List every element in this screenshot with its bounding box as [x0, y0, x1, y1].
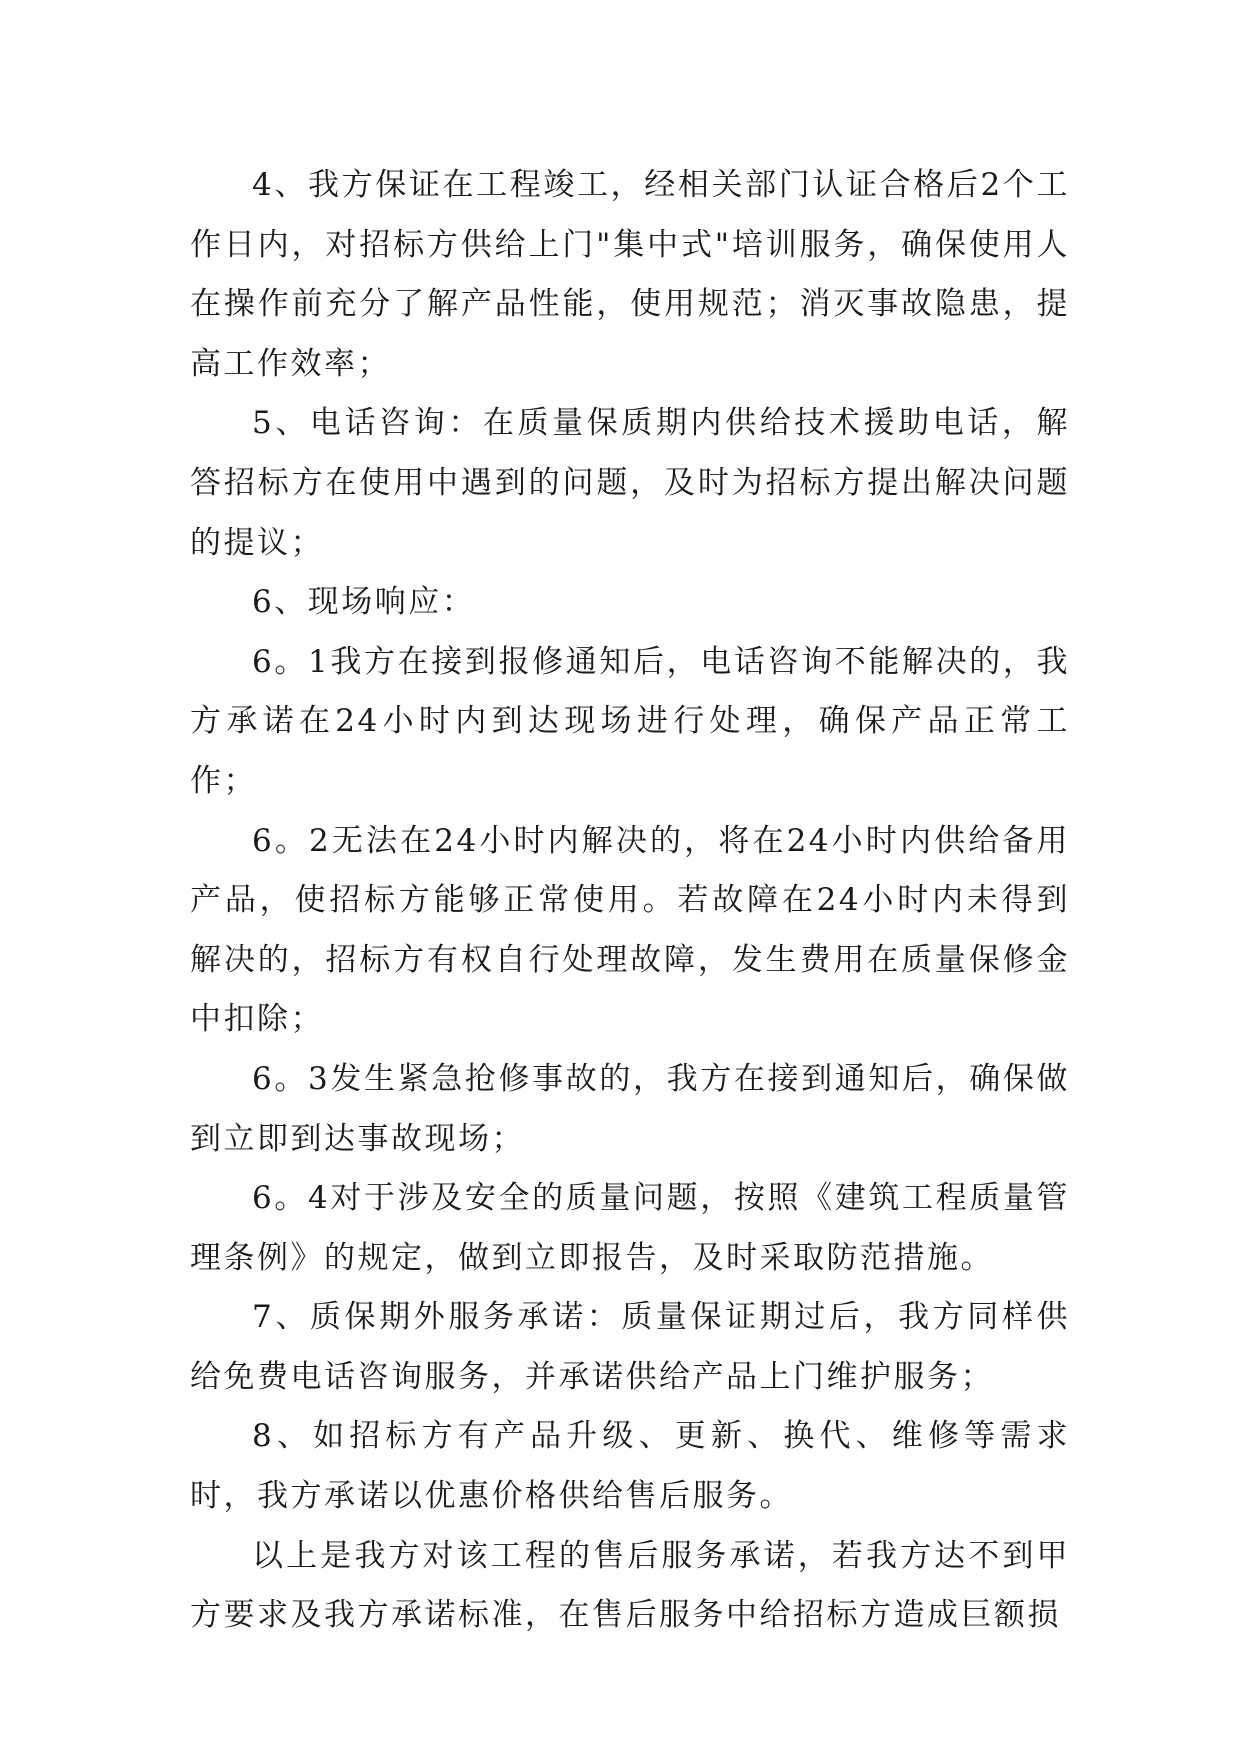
paragraph-training-service: 4、我方保证在工程竣工，经相关部门认证合格后2个工作日内，对招标方供给上门"集中式"培训服务，确保使用人在操作前充分了解产品性能，使用规范；消灭事故隐患，提高工作效率； [190, 167, 1070, 382]
paragraph-6-2: 6。2无法在24小时内解决的，将在24小时内供给备用产品，使招标方能够正常使用。若故障在24小时内未得到解决的，招标方有权自行处理故障，发生费用在质量保修金中扣除； [190, 822, 1070, 1038]
paragraph-6-3: 6。3发生紧急抢修事故的，我方在接到通知后，确保做到立即到达事故现场； [190, 1060, 1070, 1157]
paragraph-onsite-response: 6、现场响应： [252, 584, 476, 621]
paragraph-phone-consultation: 5、电话咨询：在质量保质期内供给技术援助电话，解答招标方在使用中遇到的问题，及时为招标方提出解决问题的提议； [190, 405, 1070, 561]
paragraph-upgrade-service: 8、如招标方有产品升级、更新、换代、维修等需求时，我方承诺以优惠价格供给售后服务。 [190, 1418, 1070, 1515]
paragraph-post-warranty: 7、质保期外服务承诺：质量保证期过后，我方同样供给免费电话咨询服务，并承诺供给产品上门维护服务； [190, 1299, 1070, 1395]
paragraph-summary: 以上是我方对该工程的售后服务承诺，若我方达不到甲方要求及我方承诺标准，在售后服务中给招标方造成巨额损 [190, 1537, 1070, 1634]
document-body [190, 156, 1070, 1646]
paragraph-6-4: 6。4对于涉及安全的质量问题，按照《建筑工程质量管理条例》的规定，做到立即报告，及时采取防范措施。 [190, 1180, 1070, 1276]
paragraph-6-1: 6。1我方在接到报修通知后，电话咨询不能解决的，我方承诺在24小时内到达现场进行处理，确保产品正常工作； [190, 643, 1070, 799]
